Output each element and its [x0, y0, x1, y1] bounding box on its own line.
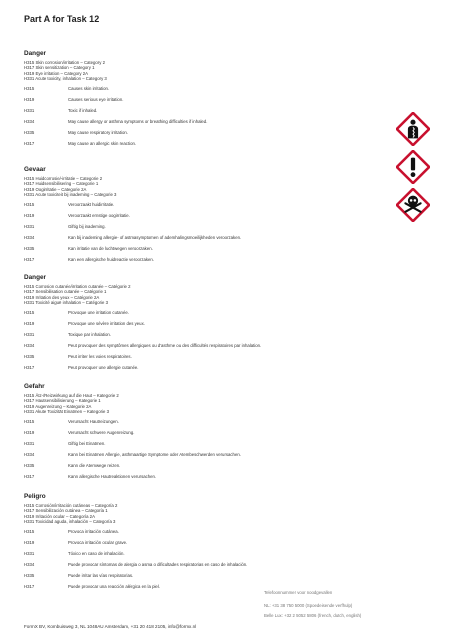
signal-word: Peligro: [24, 493, 46, 500]
hazard-statement: [24, 83, 384, 94]
hazard-category: H319 Eye irritation – Category 2A: [24, 70, 89, 76]
statement-text: Puede provocar una reacción alérgica en la piel.: [68, 584, 160, 590]
statement-code: H317: [24, 365, 35, 371]
signal-word: Gefahr: [24, 383, 45, 390]
hazard-category: H331 Toxicité aiguë inhalation – Catégorie 3: [24, 299, 109, 305]
statement-code: H335: [24, 130, 35, 136]
hazard-category: H331 Toxicidad aguda, inhalación – Categoría 3: [24, 518, 116, 524]
hazard-categories: [24, 176, 384, 197]
hazard-statement: [24, 471, 384, 482]
hazard-statement: [24, 449, 384, 460]
statement-code: H334: [24, 452, 35, 458]
statement-text: May cause an allergic skin reaction.: [68, 141, 137, 147]
statement-code: H335: [24, 463, 35, 469]
statement-code: H315: [24, 419, 35, 425]
hazard-category: H319 Oogirritatie – Categorie 2A: [24, 186, 87, 192]
statement-text: Puede provocar síntomas de alergia o asma o dificultades respiratorias en caso de inhalación.: [68, 562, 248, 568]
statement-text: Provoque une irritation cutanée.: [68, 310, 129, 316]
statement-code: H315: [24, 310, 35, 316]
statement-code: H315: [24, 202, 35, 208]
statement-text: Verursacht schwere Augenreizung.: [68, 430, 135, 436]
hazard-statement: [24, 362, 384, 373]
hazard-category: H319 Irritación ocular – Categoría 2A: [24, 513, 95, 519]
hazard-statement: [24, 105, 384, 116]
statement-code: H317: [24, 257, 35, 263]
hazard-category: H317 Sensibilisation cutanée – Catégorie 1: [24, 289, 107, 295]
statement-code: H335: [24, 354, 35, 360]
hazard-category: H315 Skin corrosion/irritation – Category 2: [24, 60, 105, 65]
hazard-statement: [24, 307, 384, 318]
hazard-category: H315 Huidcorrosie/-irritatie – Categorie 2: [24, 176, 103, 181]
statement-text: Tóxico en caso de inhalación.: [68, 551, 125, 557]
hazard-statement: [24, 460, 384, 471]
hazard-statement: [24, 548, 384, 559]
statement-text: Provoque une sévère irritation des yeux.: [68, 321, 145, 327]
company-footer: FormX BV, Kombuisweg 3, NL 1048AU Amsterdam, +31 20 418 2105, info@formx.nl: [24, 624, 197, 629]
statement-code: H319: [24, 97, 35, 103]
hazard-category: H331 Akute Toxizität Einatmen – Kategorie 3: [24, 408, 109, 414]
hazard-statement: [24, 116, 384, 127]
hazard-section-dutch: [24, 166, 384, 265]
document-title: Part A for Task 12: [24, 14, 100, 24]
hazard-statement: [24, 570, 384, 581]
hazard-statement: [24, 94, 384, 105]
statement-text: Kan irritatie van de luchtwegen veroorzaken.: [68, 246, 153, 252]
hazard-statement: [24, 254, 384, 265]
statement-text: Causes serious eye irritation.: [68, 97, 124, 103]
statement-text: Kann bei Einatmen Allergie, asthmaartige Symptome oder Atembeschwerden verursachen.: [68, 452, 241, 458]
statement-code: H335: [24, 246, 35, 252]
statement-code: H317: [24, 141, 35, 147]
hazard-category: H317 Skin sensitization – Category 1: [24, 65, 95, 71]
statement-code: H331: [24, 108, 35, 114]
signal-word: Danger: [24, 274, 47, 281]
hazard-category: H319 Augenreizung – Kategorie 2A: [24, 403, 92, 409]
statement-text: May cause respiratory irritation.: [68, 130, 128, 136]
statement-code: H319: [24, 213, 35, 219]
hazard-statement: [24, 138, 384, 149]
statement-text: Giftig bei Einatmen.: [68, 441, 106, 447]
emergency-contact-heading: Telefoonnummer voor noodgevallen: [264, 590, 333, 595]
statement-text: Kann die Atemwege reizen.: [68, 463, 121, 469]
statement-code: H317: [24, 474, 35, 480]
hazard-category: H331 Acute toxiciteit bij inademing – Categorie 3: [24, 191, 117, 197]
hazard-statement: [24, 559, 384, 570]
hazard-section-english: [24, 50, 384, 149]
hazard-statement: [24, 438, 384, 449]
hazard-statement: [24, 526, 384, 537]
signal-word: Danger: [24, 50, 47, 57]
signal-word: Gevaar: [24, 166, 46, 173]
statement-text: Causes skin irritation.: [68, 86, 110, 92]
hazard-categories: [24, 503, 384, 524]
statement-code: H319: [24, 540, 35, 546]
statement-text: Kan een allergische huidreactie veroorzaken.: [68, 257, 154, 263]
statement-text: Provoca irritación ocular grave.: [68, 540, 128, 546]
statement-text: Puede irritar las vías respiratorias.: [68, 573, 134, 579]
hazard-category: H317 Sensibilización cutánea – Categoría 1: [24, 508, 108, 514]
statement-code: H334: [24, 562, 35, 568]
hazard-category: H315 Corrosion cutanée/irritation cutanée – Catégorie 2: [24, 284, 131, 289]
statement-text: Veroorzaakt ernstige oogirritatie.: [68, 213, 130, 219]
hazard-categories: [24, 393, 384, 414]
hazard-category: H331 Acute toxicity, inhalation – Category 3: [24, 75, 107, 81]
statement-code: H331: [24, 441, 35, 447]
statement-text: Toxique par inhalation.: [68, 332, 111, 338]
hazard-categories: [24, 284, 384, 305]
health-hazard-icon: [396, 112, 430, 146]
hazard-section-french: [24, 274, 384, 373]
hazard-category: H315 Corrosión/irritación cutáneas – Categoría 2: [24, 503, 118, 508]
hazard-statement: [24, 221, 384, 232]
hazard-statement: [24, 318, 384, 329]
statement-code: H319: [24, 321, 35, 327]
hazard-section-spanish: [24, 493, 384, 592]
statement-code: H315: [24, 86, 35, 92]
hazard-section-german: [24, 383, 384, 482]
statement-code: H334: [24, 235, 35, 241]
skull-crossbones-icon: [396, 188, 430, 222]
statement-text: Peut provoquer une allergie cutanée.: [68, 365, 139, 371]
hazard-statement: [24, 232, 384, 243]
hazard-statement: [24, 127, 384, 138]
statement-text: Peut irriter les voies respiratoires.: [68, 354, 132, 360]
exclamation-mark-icon: [396, 150, 430, 184]
hazard-statement: [24, 243, 384, 254]
statement-text: Giftig bij inademing.: [68, 224, 106, 230]
hazard-statement: [24, 416, 384, 427]
statement-code: H331: [24, 224, 35, 230]
hazard-statement: [24, 340, 384, 351]
statement-text: Provoca irritación cutánea.: [68, 529, 119, 535]
statement-code: H334: [24, 343, 35, 349]
statement-text: Toxic if inhaled.: [68, 108, 98, 114]
emergency-contact-line: Belle Lux: +32 2 5052 5806 (french, dutch, english): [264, 613, 362, 618]
statement-text: Veroorzaakt huidirritatie.: [68, 202, 115, 208]
hazard-statement: [24, 210, 384, 221]
hazard-statement: [24, 537, 384, 548]
statement-text: Kann allergische Hautreaktionen verursachen.: [68, 474, 157, 480]
statement-text: Verursacht Hautreizungen.: [68, 419, 119, 425]
statement-text: May cause allergy or asthma symptoms or breathing difficulties if inhaled.: [68, 119, 208, 125]
hazard-category: H319 Irritation des yeux – Catégorie 2A: [24, 294, 100, 300]
hazard-category: H315 Ätz-/Reizwirkung auf die Haut – Kategorie 2: [24, 393, 119, 398]
hazard-statement: [24, 329, 384, 340]
hazard-statement: [24, 427, 384, 438]
statement-code: H315: [24, 529, 35, 535]
statement-text: Kan bij inademing allergie- of astmasymptomen of ademhalingsmoeilijkheden veroorzaken.: [68, 235, 242, 241]
hazard-statement: [24, 199, 384, 210]
hazard-category: H317 Huidsensibilisering – Categorie 1: [24, 181, 99, 187]
hazard-categories: [24, 60, 384, 81]
statement-code: H319: [24, 430, 35, 436]
statement-code: H331: [24, 332, 35, 338]
hazard-statement: [24, 351, 384, 362]
statement-code: H334: [24, 119, 35, 125]
hazard-category: H317 Hautsensibilisierung – Kategorie 1: [24, 398, 101, 404]
statement-text: Peut provoquer des symptômes allergiques ou d'asthme ou des difficultés respiratoires par inhalation.: [68, 343, 262, 349]
emergency-contact-line: NL: +31 38 750 5000 (Spoedeisende verfhulp): [264, 603, 353, 608]
statement-code: H331: [24, 551, 35, 557]
statement-code: H335: [24, 573, 35, 579]
statement-code: H317: [24, 584, 35, 590]
